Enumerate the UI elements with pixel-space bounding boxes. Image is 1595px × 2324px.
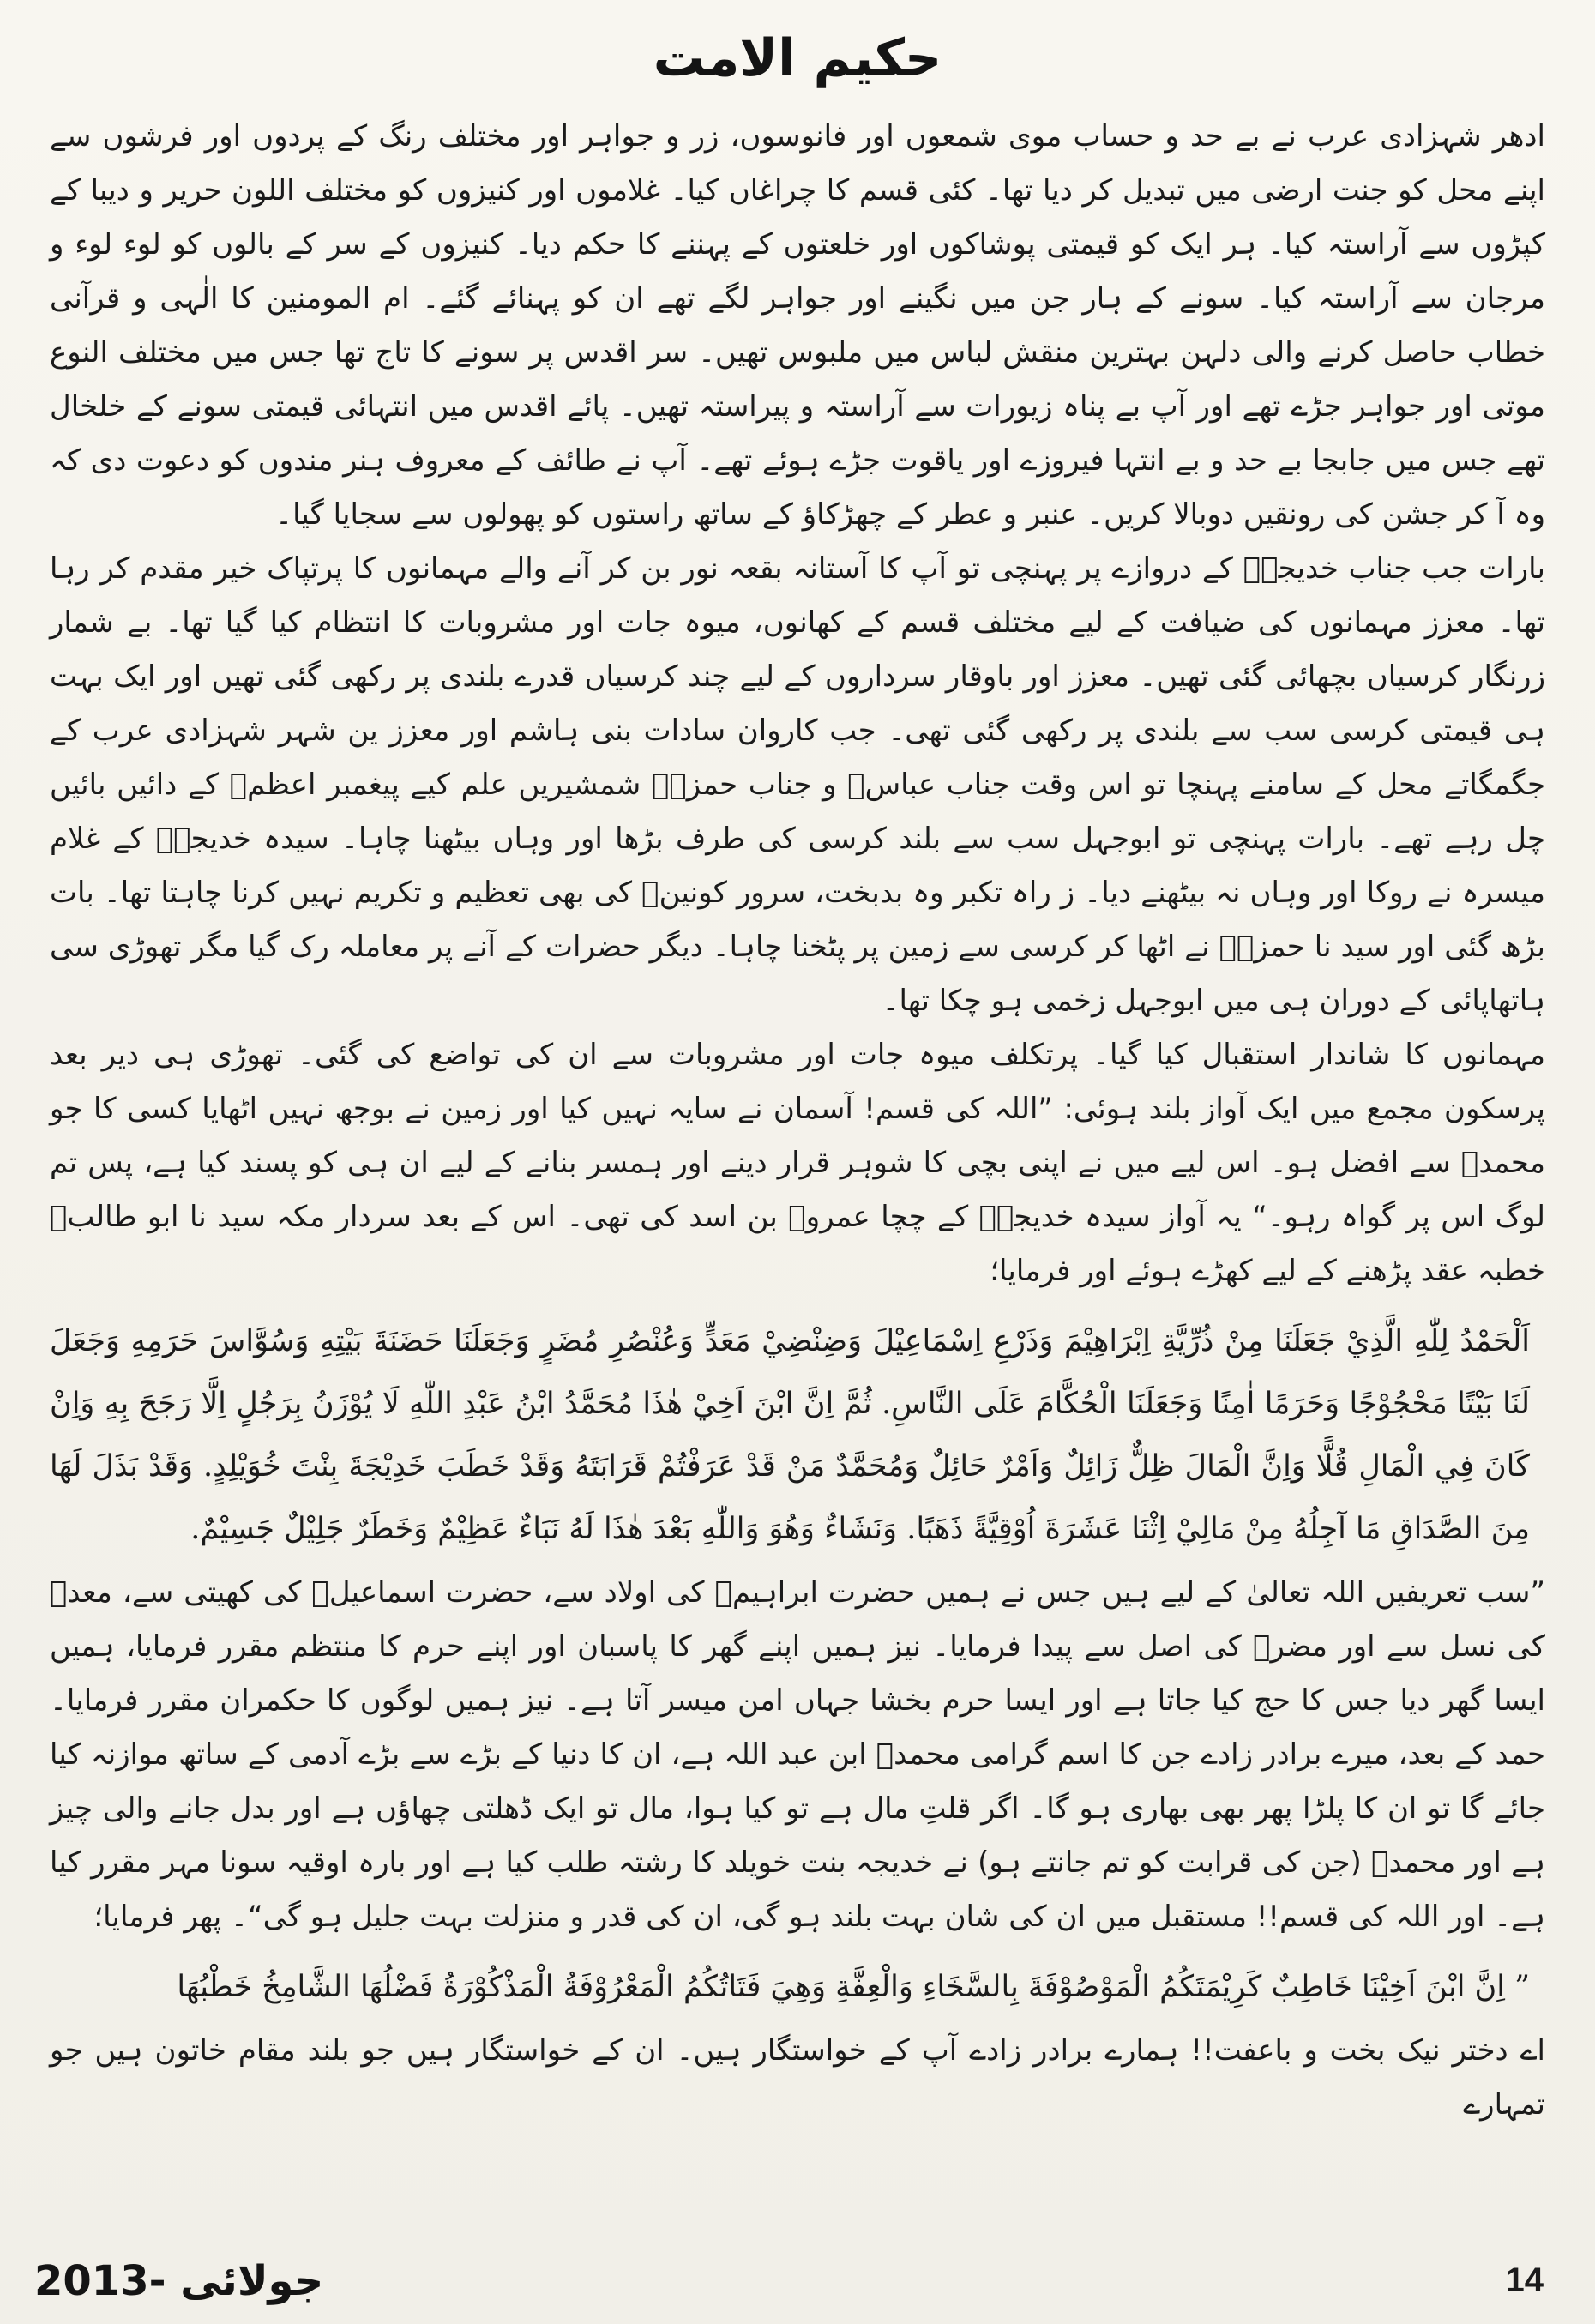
paragraph-wedding-preparations: ادھر شہزادی عرب نے بے حد و حساب موی شمعوں اور فانوسوں، زر و جواہر اور مختلف رنگ کے پردوں اور فرشوں سے اپنے محل کو جنت ارضی میں تبدیل کر دیا تھا۔ کئی قسم کا چراغاں کیا۔ غلاموں اور کنیزوں کو مختلف اللون حریر و دیبا کے کپڑوں سے آراستہ کیا۔ ہر ایک کو قیمتی پوشاکوں اور خلعتوں کے پہننے کا حکم دیا۔ کنیزوں کے سر کے بالوں کو لوء لوء و مرجان سے آراستہ کیا۔ سونے کے ہار جن میں نگینے اور جواہر لگے تھے ان کو پہنائے گئے۔ ام المومنین کا الٰہی و قرآنی خطاب حاصل کرنے والی دلہن بہترین منقش لباس میں ملبوس تھیں۔ سر اقدس پر سونے کا تاج تھا جس میں مختلف النوع موتی اور جواہر جڑے تھے اور آپ بے پناہ زیورات سے آراستہ و پیراستہ تھیں۔ پائے اقدس میں انتہائی قیمتی سونے کے خلخال تھے جس میں جابجا بے حد و بے انتہا فیروزے اور یاقوت جڑے ہوئے تھے۔ آپ نے طائف کے معروف ہنر مندوں کو دعوت دی کہ وہ آ کر جشن کی رونقیں دوبالا کریں۔ عنبر و عطر کے چھڑکاؤ کے ساتھ راستوں کو پھولوں سے سجایا گیا۔ — [50, 119, 1545, 532]
paragraph-guest-reception: مہمانوں کا شاندار استقبال کیا گیا۔ پرتکلف میوہ جات اور مشروبات سے ان کی تواضع کی گئی۔ تھوڑی ہی دیر بعد پرسکون مجمع میں ایک آواز بلند ہوئی: ”اللہ کی قسم! آسمان نے سایہ نہیں کیا اور زمین نے بوجھ نہیں اٹھایا کسی کا جو محمدؐ سے افضل ہو۔ اس لیے میں نے اپنی بچی کا شوہر قرار دینے اور ہمسر بنانے کے لیے ان ہی کو پسند کیا ہے، پس تم لوگ اس پر گواہ رہو۔“ یہ آواز سیدہ خدیجہؑ کے چچا عمروؓ بن اسد کی تھی۔ اس کے بعد سردار مکہ سید نا ابو طالبؑ خطبہ عقد پڑھنے کے لیے کھڑے ہوئے اور فرمایا؛ — [50, 1038, 1545, 1288]
arabic-second-sermon: ” اِنَّ ابْنَ اَخِيْنَا خَاطِبٌ كَرِيْمَتَكُمُ الْمَوْصُوْفَةَ بِالسَّخَاءِ وَالْعِفَّةِ وَهِيَ فَتَاتُكُمُ الْمَعْرُوْفَةُ الْمَذْكُوْرَةُ فَضْلُهَا الشَّامِخُ خَطْبُهَا — [177, 1970, 1530, 2004]
page-title: حکیم الامت — [653, 28, 942, 88]
paragraph-sermon-translation: ”سب تعریفیں اللہ تعالیٰ کے لیے ہیں جس نے ہمیں حضرت ابراہیمؑ کی اولاد سے، حضرت اسماعیلؑ کی کھیتی سے، معدؑ کی نسل سے اور مضرؑ کی اصل سے پیدا فرمایا۔ نیز ہمیں اپنے گھر کا پاسبان اور اپنے حرم کا منتظم مقرر فرمایا، ہمیں ایسا گھر دیا جس کا حج کیا جاتا ہے اور ایسا حرم بخشا جہاں امن میسر آتا ہے۔ نیز ہمیں لوگوں کا حکمران مقرر فرمایا۔ حمد کے بعد، میرے برادر زادے جن کا اسم گرامی محمدؐ ابن عبد اللہ ہے، ان کا دنیا کے بڑے سے بڑے آدمی کے ساتھ موازنہ کیا جائے گا تو ان کا پلڑا پھر بھی بھاری ہو گا۔ اگر قلتِ مال ہے تو کیا ہوا، مال تو ایک ڈھلتی چھاؤں ہے اور بدل جانے والی چیز ہے اور محمدؐ (جن کی قرابت کو تم جانتے ہو) نے خدیجہ بنت خویلد کا رشتہ طلب کیا ہے اور بارہ اوقیہ سونا مہر مقرر کیا ہے۔ اور اللہ کی قسم!! مستقبل میں ان کی شان بہت بلند ہو گی، ان کی قدر و منزلت بہت جلیل ہو گی“۔ پھر فرمایا؛ — [50, 1575, 1545, 1934]
paragraph-closing: اے دختر نیک بخت و باعفت!! ہمارے برادر زادے آپ کے خواستگار ہیں۔ ان کے خواستگار ہیں جو بلند مقام خاتون ہیں جو تمہارے — [50, 2033, 1545, 2122]
page-number: 14 — [1505, 2261, 1544, 2299]
issue-date: جولائی -2013 — [34, 2257, 324, 2305]
article-body — [50, 110, 1545, 2132]
arabic-nikah-sermon: اَلْحَمْدُ لِلّٰهِ الَّذِيْ جَعَلَنَا مِنْ ذُرِّيَّةِ اِبْرَاهِيْمَ وَذَرْعِ اِسْمَاعِيْلَ وَضِنْضِيْ مَعَدٍّ وَعُنْصُرِ مُضَرٍ وَجَعَلَنَا حَضَنَةَ بَيْتِهِ وَسُوَّاسَ حَرَمِهِ وَجَعَلَ لَنَا بَيْتًا مَحْجُوْجًا وَحَرَمًا اٰمِنًا وَجَعَلَنَا الْحُكَّامَ عَلَى النَّاسِ. ثُمَّ اِنَّ ابْنَ اَخِيْ هٰذَا مُحَمَّدُ ابْنُ عَبْدِ اللّٰهِ لَا يُوْزَنُ بِرَجُلٍ اِلَّا رَجَحَ بِهِ وَاِنْ كَانَ فِي الْمَالِ قُلًّا وَاِنَّ الْمَالَ ظِلٌّ زَائِلٌ وَاَمْرٌ حَائِلٌ وَمُحَمَّدٌ مَنْ قَدْ عَرَفْتُمْ قَرَابَتَهُ وَقَدْ خَطَبَ خَدِيْجَةَ بِنْتَ خُوَيْلِدٍ. وَقَدْ بَذَلَ لَهَا مِنَ الصَّدَاقِ مَا آجِلُهُ مِنْ مَالِيْ اِثْنَا عَشَرَةَ اُوْقِيَّةً ذَهَبًا. وَنَشَاءٌ وَهُوَ وَاللّٰهِ بَعْدَ هٰذَا لَهُ نَبَاءٌ عَظِيْمٌ وَخَطَرٌ جَلِيْلٌ جَسِيْمٌ. — [50, 1324, 1530, 1546]
paragraph-procession-arrival: بارات جب جناب خدیجہؑ کے دروازے پر پہنچی تو آپ کا آستانہ بقعہ نور بن کر آنے والے مہمانوں کا پرتپاک خیر مقدم کر رہا تھا۔ معزز مہمانوں کی ضیافت کے لیے مختلف قسم کے کھانوں، میوہ جات اور مشروبات کا انتظام کیا گیا تھا۔ بے شمار زرنگار کرسیاں بچھائی گئی تھیں۔ معزز اور باوقار سرداروں کے لیے چند کرسیاں قدرے بلندی پر رکھی گئی تھیں اور ایک بہت ہی قیمتی کرسی سب سے بلندی پر رکھی گئی تھی۔ جب کاروان سادات بنی ہاشم اور معزز ین شہر شہزادی عرب کے جگمگاتے محل کے سامنے پہنچا تو اس وقت جناب عباسؓ و جناب حمزہؓ شمشیریں علم کیے پیغمبر اعظمؐ کے دائیں بائیں چل رہے تھے۔ بارات پہنچی تو ابوجہل سب سے بلند کرسی کی طرف بڑھا اور وہاں بیٹھنا چاہا۔ سیدہ خدیجہؑ کے غلام میسرہ نے روکا اور وہاں نہ بیٹھنے دیا۔ ز راہ تکبر وہ بدبخت، سرور کونینؐ کی بھی تعظیم و تکریم نہیں کرنا چاہتا تھا۔ بات بڑھ گئی اور سید نا حمزہؓ نے اٹھا کر کرسی سے زمین پر پٹخنا چاہا۔ دیگر حضرات کے آنے پر معاملہ رک گیا مگر تھوڑی سی ہاتھاپائی کے دوران ہی میں ابوجہل زخمی ہو چکا تھا۔ — [50, 551, 1545, 1018]
